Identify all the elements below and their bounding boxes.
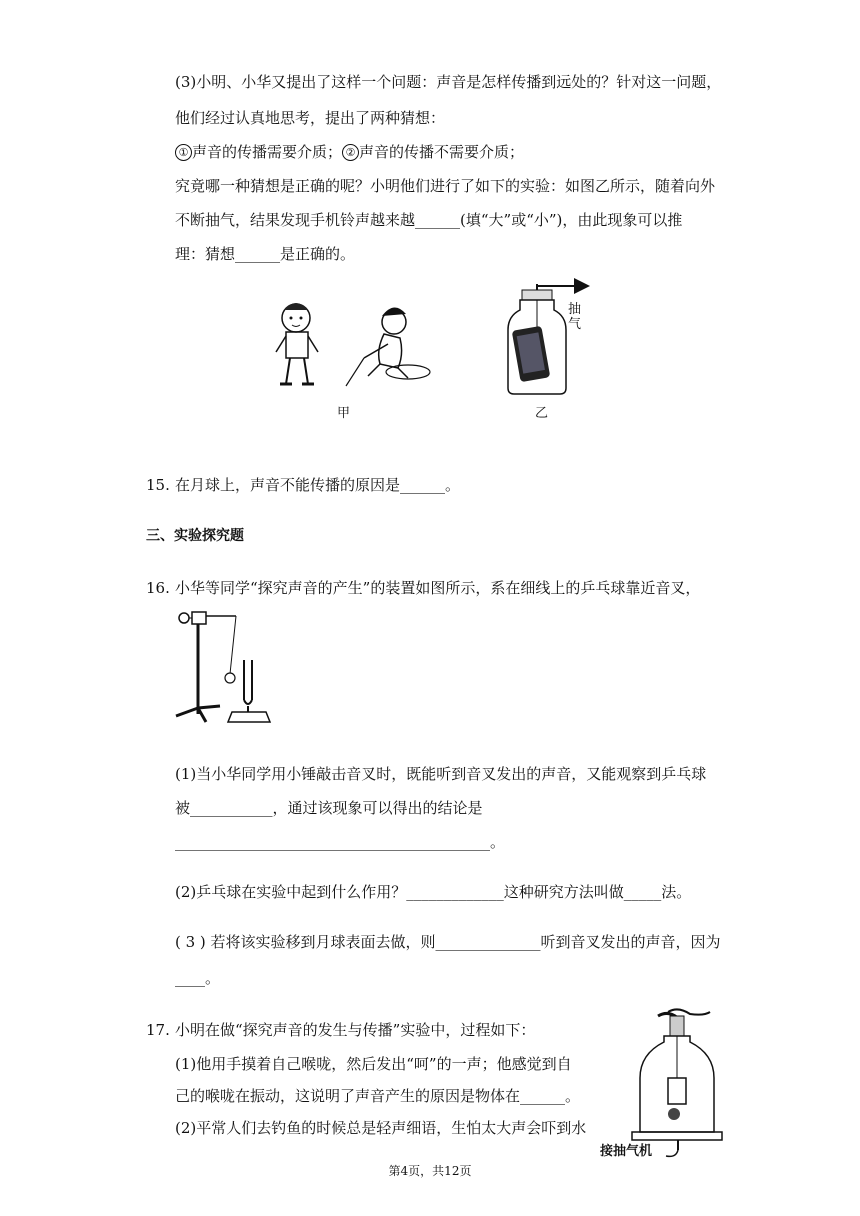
figure-yi-bottle-phone-illustration [500,284,600,396]
q16-part3-line1: ( 3 ) 若将该实验移到月球表面去做，则______________听到音叉发出的声音，因为 [175,933,721,951]
q16-part2: (2)乒乓球在实验中起到什么作用？_____________这种研究方法叫做_____法。 [175,883,692,901]
q16-part3-line2: ____。 [175,969,221,987]
q17-part2-line1: (2)平常人们去钓鱼的时候总是轻声细语，生怕太大声会吓到水 [175,1119,587,1137]
section-title: 三、实验探究题 [146,528,244,544]
figure-jia-children-illustration [268,298,438,398]
q16-number: 16. [146,579,170,597]
q17-text: 小明在做“探究声音的发生与传播”实验中，过程如下： [175,1021,536,1039]
hypothesis-2: 声音的传播不需要介质； [359,143,525,161]
q14-part3-line2: 他们经过认真地思考，提出了两种猜想： [175,109,446,127]
q14-hypotheses [175,142,524,162]
q16-text: 小华等同学“探究声音的产生”的装置如图所示，系在细线上的乒乓球靠近音叉， [175,579,701,597]
q14-part3-line6: 理：猜想______是正确的。 [175,245,356,263]
page-footer: 第4页，共12页 [388,1164,472,1178]
q15-number: 15. [146,476,170,494]
bell-jar-illustration [618,1008,718,1158]
q14-part3-line5: 不断抽气，结果发现手机铃声越来越______(填“大”或“小”)，由此现象可以推 [175,211,683,229]
q14-part3-line4: 究竟哪一种猜想是正确的呢？小明他们进行了如下的实验：如图乙所示，随着向外 [175,177,716,195]
figure-label-yi: 乙 [535,406,549,421]
q16-part1-line3: __________________________________________。 [175,833,506,851]
figure-label-jia: 甲 [337,406,351,421]
q17-number: 17. [146,1021,170,1039]
bell-jar-label: 接抽气机 [600,1144,653,1159]
tuning-fork-stand-illustration [170,608,280,730]
q15-text: 在月球上，声音不能传播的原因是______。 [175,476,461,494]
circled-number-2: ② [342,144,359,161]
q14-part3-line1: (3)小明、小华又提出了这样一个问题：声音是怎样传播到远处的？针对这一问题， [175,73,722,91]
q17-part1-line1: (1)他用手摸着自己喉咙，然后发出“呵”的一声；他感觉到自 [175,1055,572,1073]
q16-part1-line2: 被___________，通过该现象可以得出的结论是 [175,799,483,817]
q16-part1-line1: (1)当小华同学用小锤敲击音叉时，既能听到音叉发出的声音，又能观察到乒乓球 [175,765,707,783]
q17-part1-line2: 己的喉咙在振动，这说明了声音产生的原因是物体在______。 [175,1087,581,1105]
figure-label-chouqi: 抽气 [568,302,582,332]
circled-number-1: ① [175,144,192,161]
hypothesis-1: 声音的传播需要介质； [192,143,343,161]
